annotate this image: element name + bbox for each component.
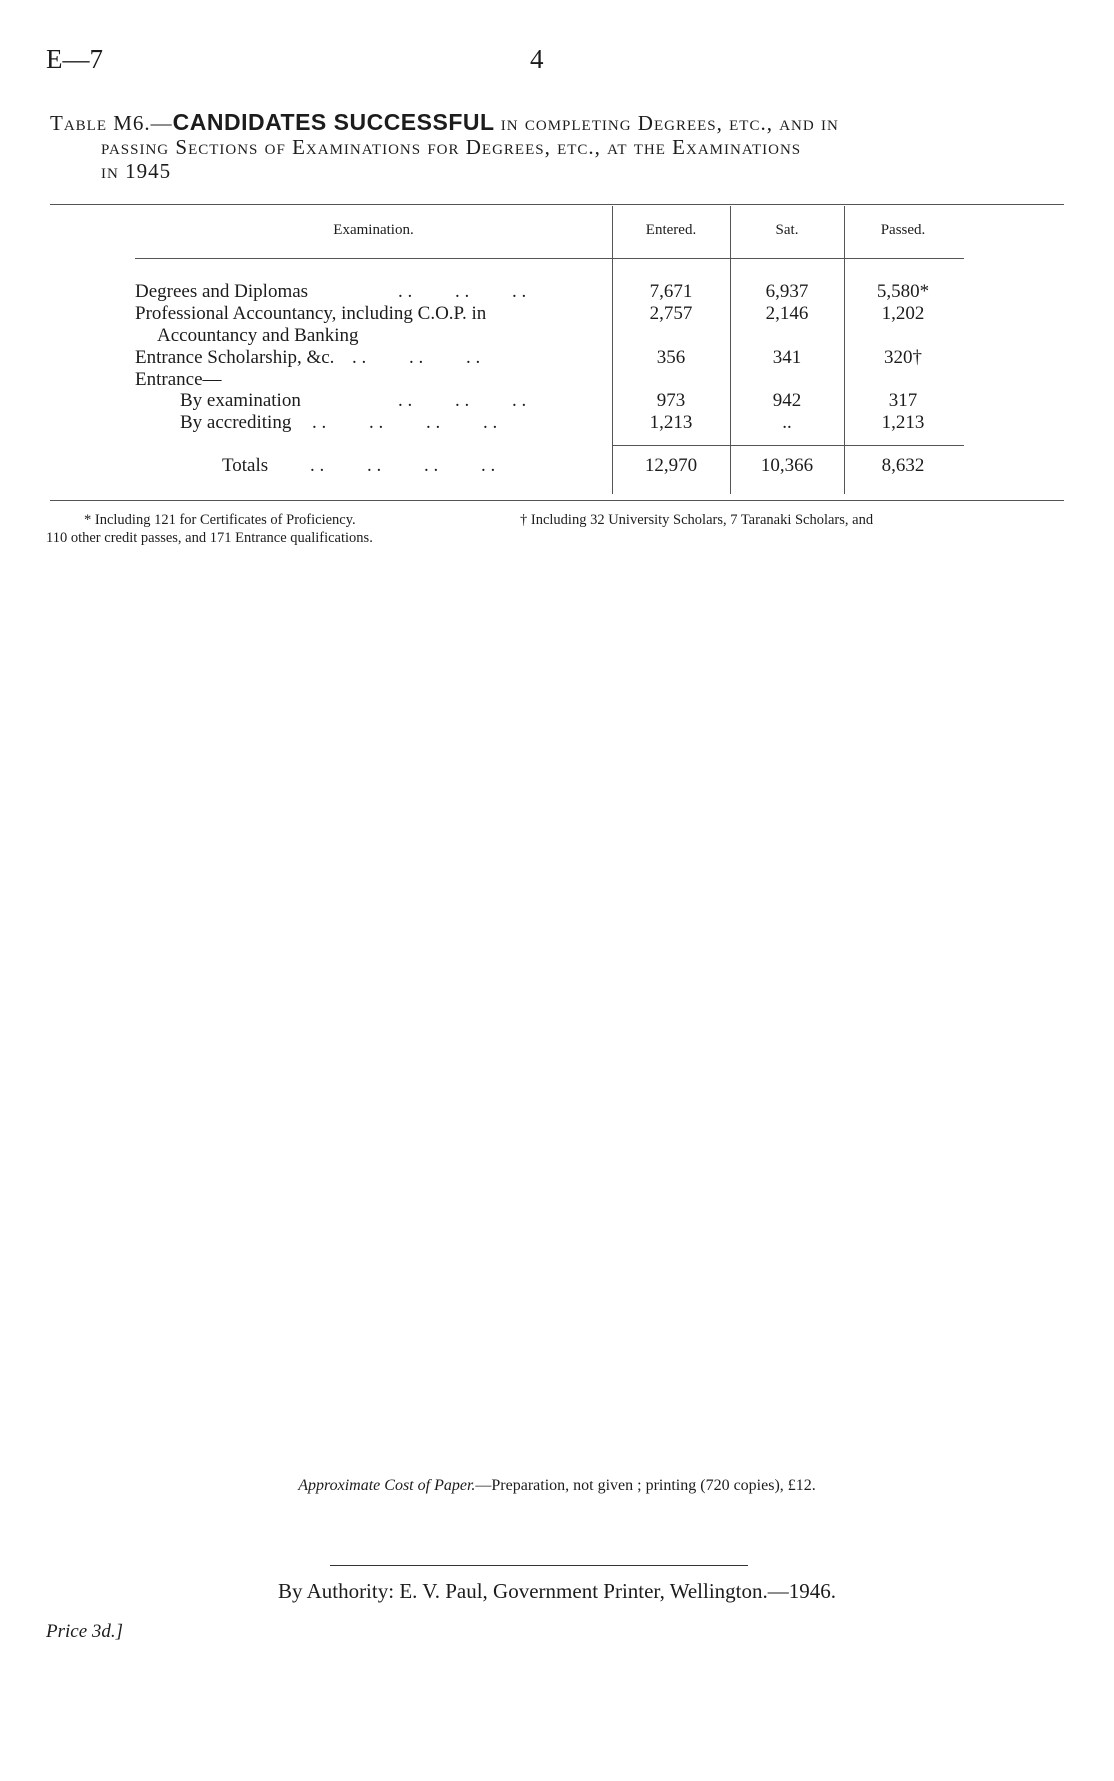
leader-dots: . . . . . .: [352, 347, 481, 368]
cell-entered-totals: 12,970: [644, 455, 698, 476]
cell-passed-degrees: 5,580*: [876, 281, 930, 302]
printer-authority: By Authority: E. V. Paul, Government Printer, Wellington.—1946.: [277, 1579, 837, 1603]
cell-sat-by-examination: 942: [772, 390, 802, 411]
header-bottom-rule: [135, 258, 964, 259]
table-title: [50, 110, 1060, 183]
leader-dots: . . . . . .: [398, 281, 527, 302]
row-label-by-examination: By examination: [180, 390, 301, 411]
row-label-accountancy: Professional Accountancy, including C.O.P. in: [135, 303, 487, 324]
page-number: 4: [530, 44, 544, 74]
title-line-1: [50, 110, 1060, 135]
cost-of-paper-note: [0, 1477, 1114, 1495]
footnotes: [46, 511, 1066, 547]
column-header-passed: Passed.: [880, 222, 926, 238]
title-line-1-rest: in completing Degrees, etc., and in: [494, 111, 839, 135]
cell-entered-by-accrediting: 1,213: [649, 412, 693, 433]
title-line-2: passing Sections of Examinations for Degrees, etc., at the Examinations: [101, 135, 802, 159]
table-label: Table M6.—: [50, 111, 173, 135]
title-line-3: in 1945: [101, 159, 172, 183]
cell-passed-by-examination: 317: [888, 390, 918, 411]
row-label-degrees: Degrees and Diplomas: [135, 281, 309, 302]
cell-entered-by-examination: 973: [656, 390, 686, 411]
row-label-by-accrediting: By accrediting: [180, 412, 292, 433]
cell-sat-accountancy: 2,146: [765, 303, 809, 324]
cell-passed-accountancy: 1,202: [881, 303, 925, 324]
row-label-entrance: Entrance—: [135, 369, 222, 390]
cell-sat-degrees: 6,937: [765, 281, 809, 302]
row-label-entrance-scholarship: Entrance Scholarship, &c.: [135, 347, 335, 368]
cell-sat-by-accrediting: ..: [782, 412, 792, 433]
cell-passed-scholarship: 320†: [884, 347, 922, 368]
row-label-accountancy-cont: Accountancy and Banking: [157, 325, 359, 346]
leader-dots: . . . . . . . .: [310, 455, 496, 476]
cell-sat-scholarship: 341: [772, 347, 802, 368]
column-header-examination: Examination.: [333, 222, 414, 238]
column-header-entered: Entered.: [645, 222, 697, 238]
cost-note-details: —Preparation, not given ; printing (720 copies), £12.: [475, 1477, 816, 1494]
leader-dots: . . . . . .: [398, 390, 527, 411]
cell-passed-by-accrediting: 1,213: [881, 412, 925, 433]
cost-note-label: Approximate Cost of Paper.: [298, 1477, 476, 1494]
cell-sat-totals: 10,366: [760, 455, 814, 476]
header-reference: E—7: [46, 44, 103, 74]
cell-entered-scholarship: 356: [656, 347, 686, 368]
title-bold-text: CANDIDATES SUCCESSFUL: [172, 109, 495, 135]
totals-rule: [612, 445, 964, 446]
footnote-dagger: † Including 32 University Scholars, 7 Taranaki Scholars, and: [520, 512, 874, 528]
row-label-totals: Totals: [222, 455, 269, 476]
leader-dots: . . . . . . . .: [312, 412, 498, 433]
cell-entered-accountancy: 2,757: [649, 303, 693, 324]
footnote-dagger-cont: 110 other credit passes, and 171 Entrance qualifications.: [46, 530, 373, 546]
authority-rule: [330, 1565, 748, 1566]
cell-passed-totals: 8,632: [881, 455, 925, 476]
footnote-star: * Including 121 for Certificates of Proficiency.: [84, 512, 356, 528]
price-note: Price 3d.]: [46, 1621, 124, 1642]
table-bottom-rule: [50, 500, 1064, 501]
column-header-sat: Sat.: [775, 222, 799, 238]
table-top-rule: [50, 204, 1064, 205]
cell-entered-degrees: 7,671: [649, 281, 693, 302]
